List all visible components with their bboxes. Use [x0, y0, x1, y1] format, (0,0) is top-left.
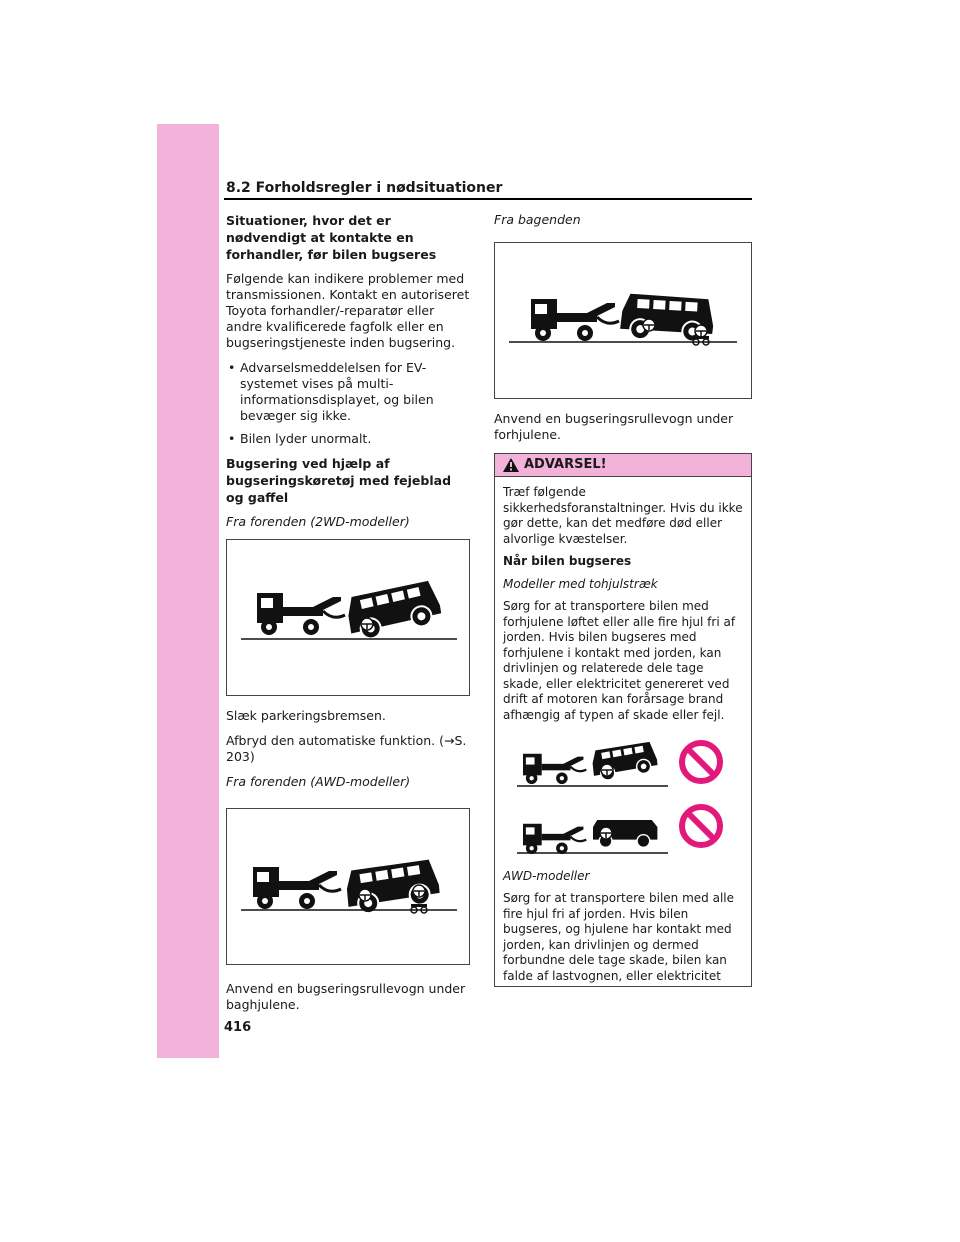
heading-wheel-lift: Bugsering ved hjælp af bugseringskøretøj med fejeblad og gaffel [226, 456, 452, 505]
list-item: • Bilen lyder unormalt. [226, 431, 470, 447]
heading-contact-dealer: Situationer, hvor det er nødvendigt at kontakte en forhandler, før bilen bugseres [226, 213, 437, 262]
tow-truck-illustration [227, 540, 471, 695]
text-rear-dolly: Anvend en bugseringsrullevogn under baghjulene. [226, 981, 466, 1012]
warning-box [494, 453, 752, 987]
warning-title: ADVARSEL! [524, 457, 607, 472]
warning-body [495, 477, 751, 984]
text-disable-auto: Afbryd den automatiske funktion. (→S. 203) [226, 733, 467, 764]
symptom-list [226, 360, 470, 447]
warning-triangle-icon [503, 458, 519, 472]
header-rule [224, 198, 752, 200]
figure-front-awd [226, 808, 470, 965]
text-front-dolly: Anvend en bugseringsrullevogn under forhjulene. [494, 411, 734, 442]
figure-front-2wd [226, 539, 470, 696]
right-column [494, 212, 752, 987]
tow-truck-illustration [227, 809, 471, 964]
caption-two-wheel-drive: Modeller med tohjulstræk [503, 576, 658, 591]
intro-paragraph: Følgende kan indikere problemer med transmissionen. Kontakt en autoriseret Toyota forhandler/-reparatør eller andre kvalificerede fagfolk eller en bugseringstjeneste inden bugsering. [226, 271, 470, 350]
warning-text-awd: Sørg for at transportere bilen med alle fire hjul fri af jorden. Hvis bilen bugseres, og hjulene har kontakt med jorden, kan drivlinjen og dermed forbundne dele tage skade, bilen kan falde af lastvognen, eller elektricitet [503, 891, 734, 983]
list-item: • Advarselsmeddelelsen for EV-systemet vises på multi-informationsdisplayet, og bilen bevæger sig ikke. [226, 360, 470, 424]
warning-intro: Træf følgende sikkerhedsforanstaltninger. Hvis du ikke gør dette, kan det medføre død eller alvorlige kvæstelser. [503, 485, 743, 546]
warning-subheading: Når bilen bugseres [503, 554, 632, 568]
caption-awd-models: AWD-modeller [503, 868, 590, 883]
warning-header [495, 454, 751, 477]
left-column [226, 212, 470, 1022]
figure-rear [494, 242, 752, 399]
text-release-brake: Slæk parkeringsbremsen. [226, 708, 386, 723]
caption-rear: Fra bagenden [494, 212, 581, 227]
tow-truck-illustration [495, 243, 751, 398]
chapter-tab [157, 124, 219, 1058]
warning-text-fwd: Sørg for at transportere bilen med forhjulene løftet eller alle fire hjul fri af jorden. Hvis bilen bugseres med forhjulene i kontakt med jorden, kan drivlinjen og relaterede dele tage skade, eller elektricitet genereret ved drift af motoren kan forårsage brand afhængig af typen af skade eller fejl. [503, 599, 736, 722]
page-number: 416 [224, 1020, 252, 1035]
caption-front-awd: Fra forenden (AWD-modeller) [226, 774, 411, 789]
prohibited-towing-illustration [503, 730, 743, 860]
section-header: 8.2 Forholdsregler i nødsituationer [226, 180, 503, 196]
caption-front-2wd: Fra forenden (2WD-modeller) [226, 514, 410, 529]
